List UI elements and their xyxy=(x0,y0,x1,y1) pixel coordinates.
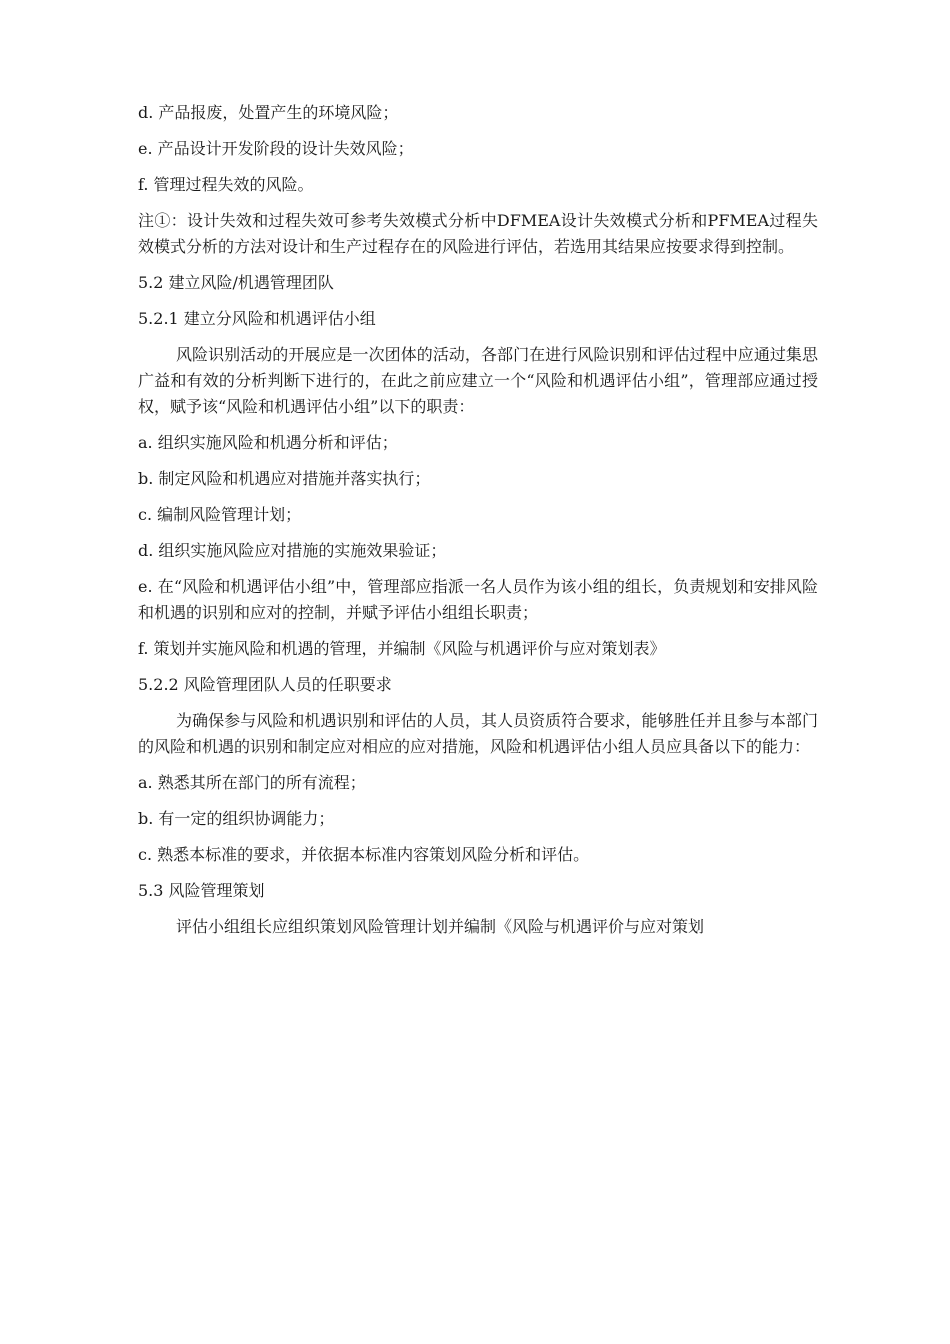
note-paragraph: 注①：设计失效和过程失效可参考失效模式分析中DFMEA设计失效模式分析和PFMEA过程失效模式分析的方法对设计和生产过程存在的风险进行评估，若选用其结果应按要求得到控制。 xyxy=(138,211,818,256)
list-item-f: f. 管理过程失效的风险。 xyxy=(138,175,314,194)
body-paragraph: 评估小组组长应组织策划风险管理计划并编制《风险与机遇评价与应对策划 xyxy=(176,917,705,936)
list-item-f: f. 策划并实施风险和机遇的管理，并编制《风险与机遇评价与应对策划表》 xyxy=(138,639,666,658)
list-item-c: c. 熟悉本标准的要求，并依据本标准内容策划风险分析和评估。 xyxy=(138,845,590,864)
list-item-a: a. 熟悉其所在部门的所有流程； xyxy=(138,773,366,792)
list-item-b: b. 有一定的组织协调能力； xyxy=(138,809,335,828)
list-item-d: d. 组织实施风险应对措施的实施效果验证； xyxy=(138,541,447,560)
list-item-e: e. 产品设计开发阶段的设计失效风险； xyxy=(138,139,414,158)
section-heading-5-2-1: 5.2.1 建立分风险和机遇评估小组 xyxy=(138,309,376,328)
body-paragraph: 为确保参与风险和机遇识别和评估的人员，其人员资质符合要求，能够胜任并且参与本部门的风险和机遇的识别和制定应对相应的应对措施，风险和机遇评估小组人员应具备以下的能力： xyxy=(138,711,818,756)
list-item-c: c. 编制风险管理计划； xyxy=(138,505,302,524)
list-item-a: a. 组织实施风险和机遇分析和评估； xyxy=(138,433,398,452)
section-heading-5-2: 5.2 建立风险/机遇管理团队 xyxy=(138,273,334,292)
section-heading-5-2-2: 5.2.2 风险管理团队人员的任职要求 xyxy=(138,675,392,694)
list-item-d: d. 产品报废，处置产生的环境风险； xyxy=(138,103,399,122)
list-item-b: b. 制定风险和机遇应对措施并落实执行； xyxy=(138,469,431,488)
list-item-e: e. 在“风险和机遇评估小组”中，管理部应指派一名人员作为该小组的组长，负责规划和安排风险和机遇的识别和应对的控制，并赋予评估小组组长职责； xyxy=(138,577,818,622)
body-paragraph: 风险识别活动的开展应是一次团体的活动，各部门在进行风险识别和评估过程中应通过集思广益和有效的分析判断下进行的，在此之前应建立一个“风险和机遇评估小组”，管理部应通过授权，赋予该“风险和机遇评估小组”以下的职责： xyxy=(138,345,818,416)
document-page xyxy=(138,100,818,950)
section-heading-5-3: 5.3 风险管理策划 xyxy=(138,881,265,900)
